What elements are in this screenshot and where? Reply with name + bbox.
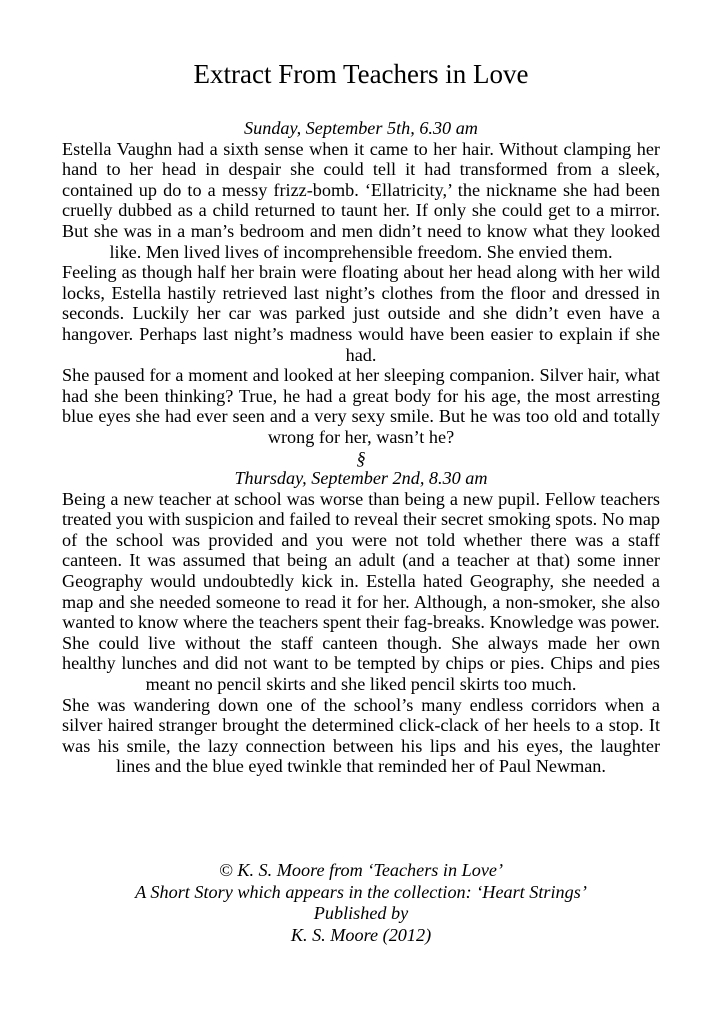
section-1-paragraph: She paused for a moment and looked at her sleeping companion. Silver hair, what had she been thinking? True, he had a great body for his age, the most arresting blue eyes she had ever seen and a very sexy smile. But he was too old and totally wrong for her, wasn’t he? — [62, 365, 660, 447]
credit-line: A Short Story which appears in the collection: ‘Heart Strings’ — [135, 881, 587, 902]
section-2-paragraph: She was wandering down one of the school’s many endless corridors when a silver haired stranger brought the determined click-clack of her heels to a stop. It was his smile, the lazy connection between his lips and his eyes, the laughter lines and the blue eyed twinkle that reminded her of Paul Newman. — [62, 694, 660, 777]
section-1-paragraph: Feeling as though half her brain were floating about her head along with her wild locks, Estella hastily retrieved last night’s clothes from the floor and dressed in seconds. Luckily her car was parked just outside and she didn’t even have a hangover. Perhaps last night’s madness would have been easier to explain if she had. — [62, 262, 660, 365]
document-title: Extract From Teachers in Love — [193, 59, 529, 89]
copyright-credits — [62, 860, 660, 946]
section-2-paragraph: She could live without the staff canteen though. She always made her own healthy lunches and did not want to be tempted by chips or pies. Chips and pies meant no pencil skirts and she liked pencil skirts too much. — [62, 632, 660, 695]
credit-line: K. S. Moore (2012) — [290, 924, 432, 945]
section-1-paragraph: Estella Vaughn had a sixth sense when it came to her hair. Without clamping her hand to her head in despair she could tell it had transformed from a sleek, contained up do to a messy frizz-bomb. ‘Ellatricity,’ the nickname she had been cruelly dubbed as a child returned to taunt her. If only she could get to a mirror. But she was in a man’s bedroom and men didn’t need to know what they looked like. Men lived lives of incomprehensible freedom. She envied them. — [62, 138, 660, 262]
section-1-dateline: Sunday, September 5th, 6.30 am — [244, 118, 478, 138]
section-2-dateline: Thursday, September 2nd, 8.30 am — [234, 468, 488, 489]
section-2-paragraph: Being a new teacher at school was worse than being a new pupil. Fellow teachers treated you with suspicion and failed to reveal their secret smoking spots. No map of the school was provided and you were not told whether there was a staff canteen. It was assumed that being an adult (and a teacher at that) some inner Geography would undoubtedly kick in. Estella hated Geography, she needed a map and she needed someone to read it for her. Although, a non-smoker, she also wanted to know where the teachers spent their fag-breaks. Knowledge was power. — [62, 488, 660, 633]
section-divider: § — [356, 447, 366, 468]
credit-line: Published by — [313, 903, 409, 923]
story-body — [62, 118, 660, 777]
credit-line: © K. S. Moore from ‘Teachers in Love’ — [218, 860, 504, 880]
